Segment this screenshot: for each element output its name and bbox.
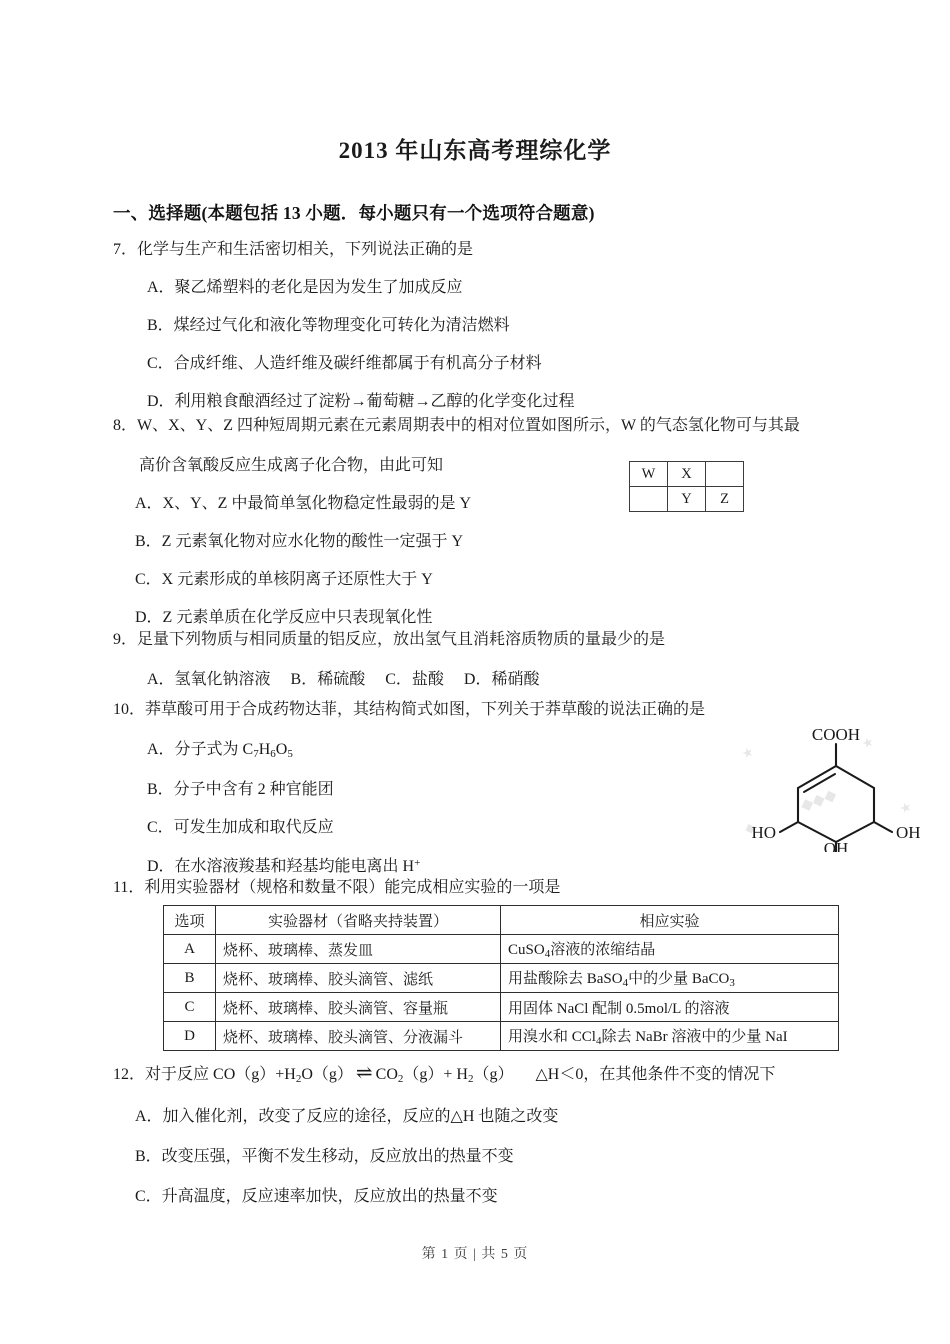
question-10-text: 莽草酸可用于合成药物达菲，其结构简式如图，下列关于莽草酸的说法正确的是	[145, 701, 706, 718]
sub-4-baso4: 4	[622, 976, 629, 989]
table-row[interactable]	[164, 935, 839, 964]
question-12-option-a[interactable]: A．加入催化剂，改变了反应的途径，反应的△H 也随之改变	[135, 1107, 559, 1125]
row-experiment-b: 用盐酸除去 BaSO$_4$中的少量 BaCO$_3$	[501, 964, 839, 993]
experiment-table-head	[164, 906, 839, 935]
row-experiment-c: 用固体 NaCl 配制 0.5mol/L 的溶液	[501, 993, 839, 1022]
grid-row-2	[630, 487, 744, 512]
row-equipment-b: 烧杯、玻璃棒、胶头滴管、滤纸	[216, 964, 501, 993]
question-12	[113, 1063, 873, 1205]
sub-2-co2: 2	[397, 1072, 404, 1085]
row-option-a: A	[164, 935, 216, 964]
grid-cell-x: X	[668, 462, 706, 487]
row-equipment-c: 烧杯、玻璃棒、胶头滴管、容量瓶	[216, 993, 501, 1022]
grid-cell-empty-top	[706, 462, 744, 487]
sub-2-h2: 2	[467, 1072, 474, 1085]
structure-label-ho: HO	[751, 823, 776, 842]
question-8-option-b[interactable]: B．Z 元素氧化物对应水化物的酸性一定强于 Y	[135, 533, 464, 550]
sub-3-baco3: 3	[729, 976, 735, 989]
table-row[interactable]	[164, 1022, 839, 1051]
watermark-mark-1: ★	[739, 743, 756, 762]
question-9	[113, 632, 873, 688]
question-8-number: 8．	[113, 417, 138, 434]
question-12-mid: $CO_2(g)+ H_2(g)$	[375, 1066, 514, 1085]
grid-cell-y: Y	[668, 487, 706, 512]
question-9-options-inline[interactable]: A．氢氧化钠溶液 B．稀硫酸 C．盐酸 D．稀硝酸	[147, 671, 540, 688]
question-7-stem	[113, 242, 873, 258]
question-8	[113, 418, 873, 626]
grid-row-1	[630, 462, 744, 487]
question-12-stem	[113, 1063, 873, 1085]
watermark-mark-5: ★	[897, 798, 914, 817]
row-option-b: B	[164, 964, 216, 993]
grid-cell-z: Z	[706, 487, 744, 512]
question-11-number: 11．	[113, 879, 145, 896]
bond-to-ho-left	[780, 822, 798, 832]
element-position-grid	[629, 461, 744, 512]
row-equipment-d: 烧杯、玻璃棒、胶头滴管、分液漏斗	[216, 1022, 501, 1051]
question-12-tail: △H＜0，在其他条件不变的情况下	[535, 1066, 776, 1083]
question-9-stem	[113, 632, 873, 648]
watermark-mark-4: ◆	[742, 818, 758, 837]
formula-sub-7: 7	[253, 747, 259, 760]
formula-sub-5: 5	[287, 747, 293, 760]
question-8-stem-continued: 高价含氧酸反应生成离子化合物，由此可知	[139, 457, 444, 474]
table-header-row	[164, 906, 839, 935]
watermark-mark-3: ◆◆◆	[798, 786, 839, 815]
question-8-option-c[interactable]: C．X 元素形成的单核阴离子还原性大于 Y	[135, 571, 433, 588]
header-option: 选项	[164, 906, 216, 935]
header-equipment: 实验器材（省略夹持装置）	[216, 906, 501, 935]
page-footer: 第 1 页 | 共 5 页	[421, 1247, 529, 1262]
question-10-number: 10．	[113, 701, 146, 718]
equilibrium-arrow-icon: ⇌	[355, 1062, 373, 1084]
question-9-text: 足量下列物质与相同质量的铝反应，放出氢气且消耗溶质物质的量最少的是	[137, 631, 666, 648]
row-experiment-a: CuSO$_4$溶液的浓缩结晶	[501, 935, 839, 964]
bond-to-oh-right	[874, 822, 892, 832]
structure-svg	[736, 722, 936, 852]
question-10-stem	[113, 702, 873, 718]
question-7-text: 化学与生产和生活密切相关，下列说法正确的是	[137, 241, 474, 258]
question-7-option-a[interactable]: A．聚乙烯塑料的老化是因为发生了加成反应	[147, 279, 463, 296]
question-12-option-b[interactable]: B．改变压强，平衡不发生移动，反应放出的热量不变	[135, 1147, 514, 1165]
question-10-option-a[interactable]: A．分子式为 $C_7H_6O_5$	[147, 741, 293, 760]
grid-cell-w: W	[630, 462, 668, 487]
formula-sup-plus: +	[414, 856, 421, 869]
structure-label-cooh: COOH	[811, 725, 861, 744]
grid-cell-empty-bottom	[630, 487, 668, 512]
question-12-option-c[interactable]: C．升高温度，反应速率加快，反应放出的热量不变	[135, 1187, 498, 1205]
question-11	[113, 880, 873, 896]
question-7-option-d[interactable]: D．利用粮食酿酒经过了淀粉→葡萄糖→乙醇的化学变化过程	[147, 393, 575, 410]
watermark-mark-2: ★	[859, 733, 876, 752]
question-11-text: 利用实验器材（规格和数量不限）能完成相应实验的一项是	[144, 879, 561, 896]
structure-label-oh-bottom: OH	[823, 839, 849, 852]
row-option-c: C	[164, 993, 216, 1022]
sub-2-h2o: 2	[295, 1072, 302, 1085]
question-9-number: 9．	[113, 631, 138, 648]
page-title: 2013 年山东高考理综化学	[338, 138, 612, 163]
question-10-option-c[interactable]: C．可发生加成和取代反应	[147, 818, 334, 836]
table-row[interactable]	[164, 993, 839, 1022]
sub-4-cuso4: 4	[544, 947, 551, 960]
row-experiment-d: 用溴水和 CCl$_4$除去 NaBr 溶液中的少量 NaI	[501, 1022, 839, 1051]
question-10-option-d[interactable]: D．在水溶液羧基和羟基均能电离出 H+	[147, 856, 421, 875]
question-7	[113, 242, 873, 410]
experiment-table-body	[164, 935, 839, 1051]
section-heading: 一、选择题(本题包括 13 小题．每小题只有一个选项符合题意)	[113, 203, 595, 223]
row-equipment-a: 烧杯、玻璃棒、蒸发皿	[216, 935, 501, 964]
question-8-text: W、X、Y、Z 四种短周期元素在元素周期表中的相对位置如图所示，W 的气态氢化物可与其最	[137, 417, 800, 434]
structure-label-oh-right: OH	[896, 823, 921, 842]
question-8-option-d[interactable]: D．Z 元素单质在化学反应中只表现氧化性	[135, 609, 433, 626]
shikimic-acid-structure	[736, 722, 936, 852]
question-7-number: 7．	[113, 241, 138, 258]
question-10-option-b[interactable]: B．分子中含有 2 种官能团	[147, 780, 334, 798]
question-7-option-c[interactable]: C．合成纤维、人造纤维及碳纤维都属于有机高分子材料	[147, 355, 542, 372]
question-12-lead: 对于反应 $CO(g)+H_2O(g)$	[145, 1066, 353, 1085]
question-8-option-a[interactable]: A．X、Y、Z 中最简单氢化物稳定性最弱的是 Y	[135, 495, 471, 512]
sub-4-ccl4: 4	[595, 1034, 602, 1047]
question-12-number: 12．	[113, 1066, 146, 1083]
question-7-option-b[interactable]: B．煤经过气化和液化等物理变化可转化为清洁燃料	[147, 317, 510, 334]
formula-sub-6: 6	[270, 747, 276, 760]
header-experiment: 相应实验	[501, 906, 839, 935]
question-11-stem	[113, 880, 873, 896]
question-8-stem	[113, 418, 873, 434]
bond-c6-c1	[836, 766, 874, 788]
experiment-table	[163, 905, 839, 1051]
table-row[interactable]	[164, 964, 839, 993]
row-option-d: D	[164, 1022, 216, 1051]
